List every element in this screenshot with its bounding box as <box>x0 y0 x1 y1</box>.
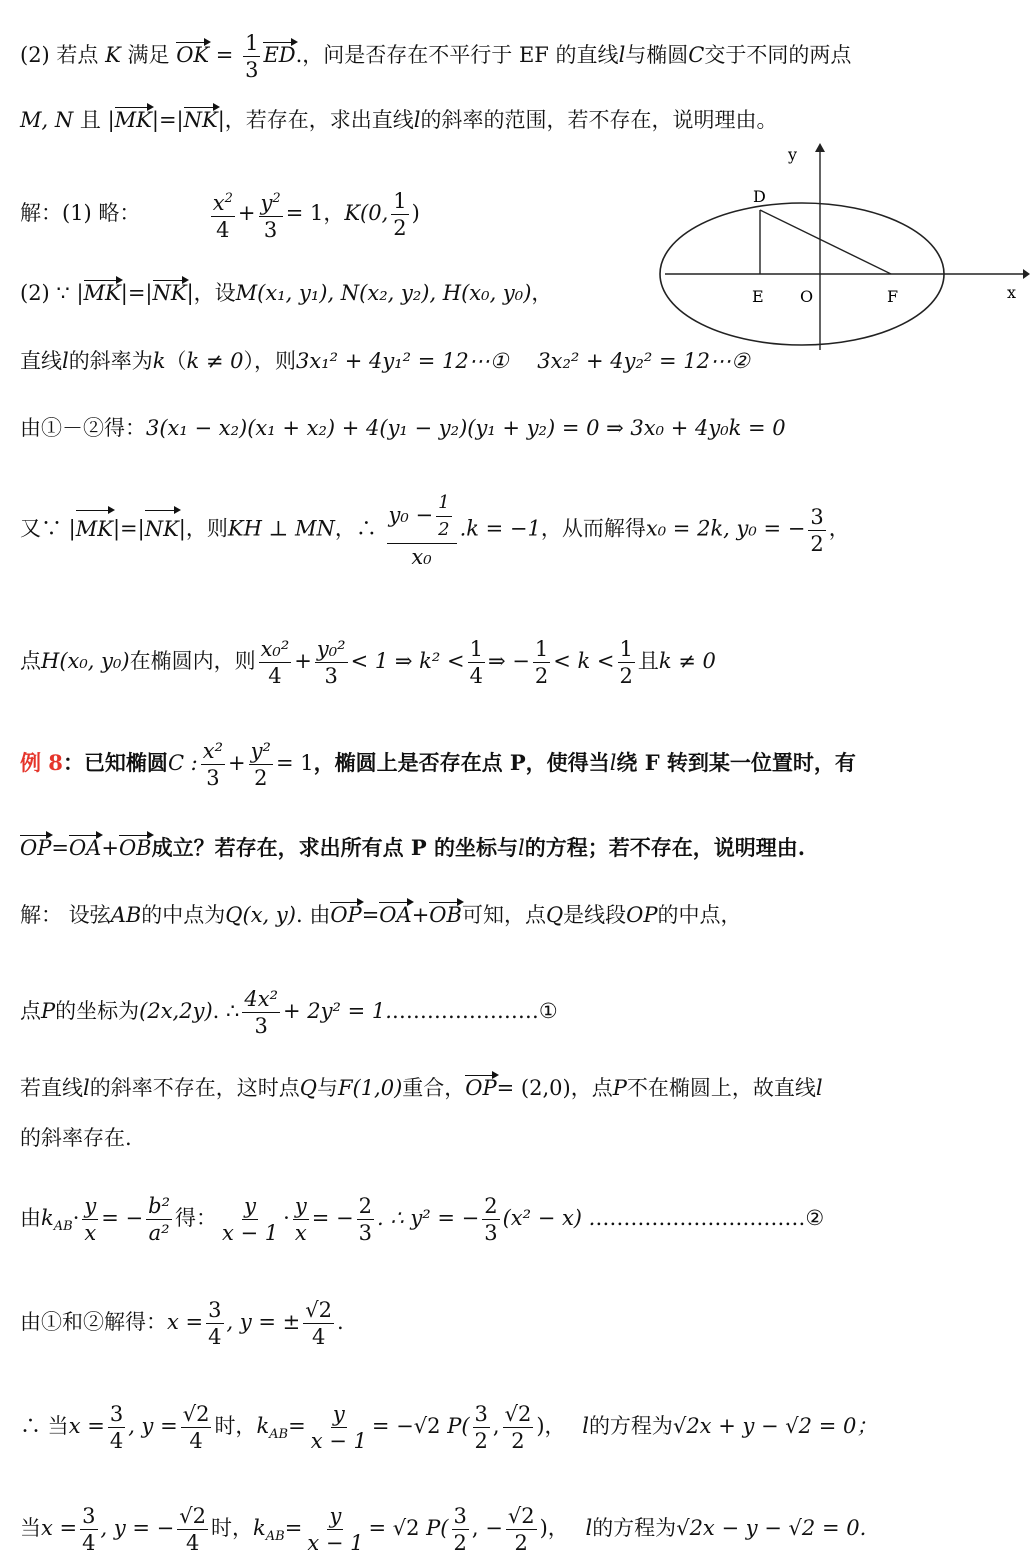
example-8-solve: 由①和②解得：x = $\frac{3}{4}$ , y = ± $\frac{√2}{4}$ . <box>20 1298 344 1349</box>
example-8-line2: OP=OA+OB成立？若存在，求出所有点 P 的坐标与l的方程；若不存在，说明理由. <box>20 835 806 860</box>
subtract-equations: 由①－②得：3(x₁ − x₂)(x₁ + x₂) + 4(y₁ − y₂)(y₁ + y₂) = 0 ⇒ 3x₀ + 4y₀k = 0 <box>20 416 786 440</box>
case-1: ∴ 当x = $\frac{3}{4}$ , y = $\frac{√2}{4}$ 时，$k_{AB}=$ $\frac{y}{x - 1}$ = −√2 P( $\frac{3}{2}$ , $\frac{√2}{2}$ )， l的方程为√2x + y − √2 = 0； <box>20 1402 878 1453</box>
case-2: 当x = $\frac{3}{4}$ , y = − $\frac{√2}{4}$ 时，$k_{AB}=$ $\frac{y}{x - 1}$ = √2 P( $\frac{3}{2}$ , − $\frac{√2}{2}$ )， l的方程为√2x − y − √2 = 0. <box>20 1504 867 1555</box>
example-8-point-p: 点P的坐标为(2x,2y). ∴ $\frac{\text{4x²}}{3}$ + 2y² = 1.…………………① <box>20 987 558 1038</box>
inside-ellipse: 点H(x₀, y₀)在椭圆内，则 $\frac{\text{x₀²}}{4}$ + $\frac{\text{y₀²}}{3}$ < 1 ⇒ k² < $\frac{1}{4}$ ⇒ − $\frac{1}{2}$ < k < $\frac{1}{2}$ 且k ≠ 0 <box>20 637 716 688</box>
perpendicular-step: 又∵ |MK|=|NK|，则KH ⊥ MN，∴ y₀ − $\frac{1}{2}$ x₀ .k = −1，从而解得x₀ = 2k, y₀ = − $\frac{3}{2}$ ， <box>20 492 850 569</box>
question-2-line1: (2) 若点 K 满足 OK = $\frac{1}{3}$ ED.，问是否存在不平行于 EF 的直线l与椭圆C交于不同的两点 <box>20 31 852 82</box>
ellipse-figure <box>655 140 1030 355</box>
solution-1: 解：(1) 略： $\frac{x^2}{4}$ + $\frac{y^2}{3}$ = 1，K(0, $\frac{1}{2}$ ) <box>20 186 420 243</box>
label-d: D <box>753 187 766 206</box>
example-8-line1: 例 8：已知椭圆C : $\frac{\text{x²}}{3}$ + $\frac{\text{y²}}{2}$ = 1，椭圆上是否存在点 P，使得当l绕 F 转到某一位置时，有 <box>20 739 856 790</box>
example-8-slope-exists: 的斜率存在. <box>20 1126 132 1150</box>
example-8-solution-1: 解： 设弦AB的中点为Q(x, y). 由OP=OA+OB可知，点Q是线段OP的中点， <box>20 903 742 927</box>
vector-ok: OK <box>176 43 210 67</box>
example-8-slope-case: 若直线l的斜率不存在，这时点Q与F(1,0)重合，OP= (2,0)，点P不在椭圆上，故直线l <box>20 1076 823 1100</box>
question-2-line2: M, N 且 |MK|=|NK|，若存在，求出直线l的斜率的范围，若不存在，说明理由。 <box>20 108 778 132</box>
vector-ed: ED <box>263 43 296 67</box>
label-x: x <box>1007 283 1017 302</box>
label-o: O <box>800 287 814 306</box>
example-label: 例 8 <box>20 750 63 775</box>
solution-2-setup: (2) ∵ |MK|=|NK|，设M(x₁, y₁), N(x₂, y₂), H(x₀, y₀)， <box>20 281 553 305</box>
example-8-kab-relation: 由$k_{AB}\cdot$ $\frac{y}{x}$ = − $\frac{\text{b²}}{\text{a²}}$ 得： $\frac{y}{x - 1}$ · $\frac{y}{x}$ = − $\frac{2}{3}$ . ∴ y² = − $\frac{2}{3}$ (x² − x) .…………………………② <box>20 1194 825 1245</box>
segment-df <box>760 210 891 274</box>
label-e: E <box>752 287 764 306</box>
label-y: y <box>788 145 798 164</box>
slope-equations: 直线l的斜率为k（k ≠ 0），则3x₁² + 4y₁² = 12⋯① 3x₂² + 4y₂² = 12⋯② <box>20 349 750 373</box>
label-f: F <box>887 287 899 306</box>
